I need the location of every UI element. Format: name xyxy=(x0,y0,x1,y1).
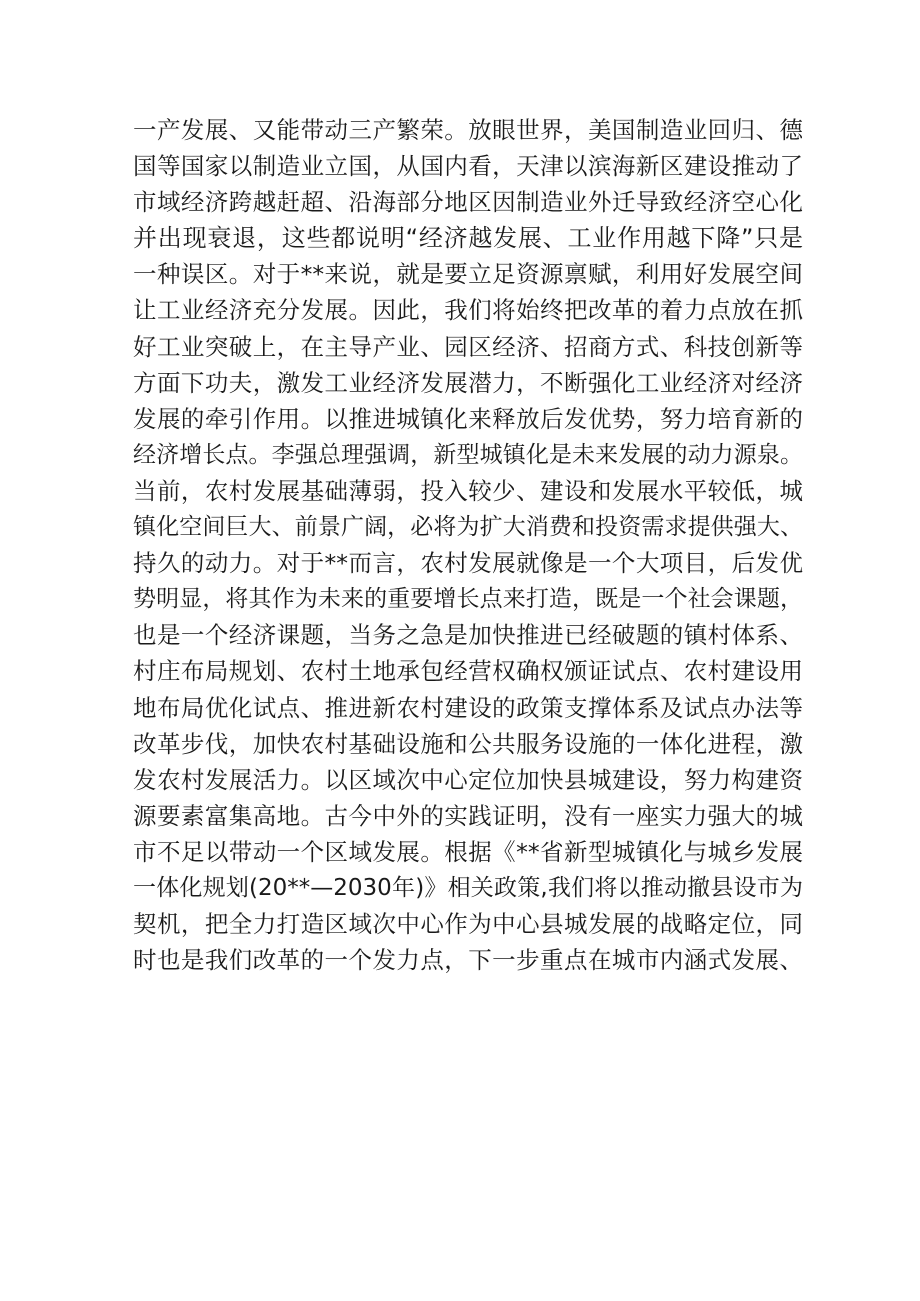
text-line: 发展的牵引作用。以推进城镇化来释放后发优势，努力培育新的 xyxy=(133,404,803,433)
text-line: 经济增长点。李强总理强调，新型城镇化是未来发展的动力源泉。 xyxy=(133,441,803,468)
text-line: 改革步伐，加快农村基础设施和公共服务设施的一体化进程，激 xyxy=(133,729,803,758)
text-line: 并出现衰退，这些都说明“经济越发展、工业作用越下降”只是 xyxy=(133,224,803,253)
text-line: 好工业突破上，在主导产业、园区经济、招商方式、科技创新等 xyxy=(133,332,803,361)
text-line: 时也是我们改革的一个发力点，下一步重点在城市内涵式发展、 xyxy=(133,946,803,975)
text-line: 市不足以带动一个区域发展。根据《**省新型城镇化与城乡发展 xyxy=(133,837,803,866)
text-line: 一体化规划(20**—2030年)》相关政策,我们将以推动撤县设市为 xyxy=(133,874,803,901)
text-line: 让工业经济充分发展。因此，我们将始终把改革的着力点放在抓 xyxy=(133,296,803,325)
text-line: 当前，农村发展基础薄弱，投入较少、建设和发展水平较低，城 xyxy=(133,476,803,505)
text-line: 一种误区。对于**来说，就是要立足资源禀赋，利用好发展空间 xyxy=(133,260,803,289)
text-line: 国等国家以制造业立国，从国内看，天津以滨海新区建设推动了 xyxy=(133,152,803,181)
text-line: 势明显，将其作为未来的重要增长点来打造，既是一个社会课题， xyxy=(133,586,803,613)
text-line: 地布局优化试点、推进新农村建设的政策支撑体系及试点办法等 xyxy=(133,693,803,722)
text-line: 契机，把全力打造区域次中心作为中心县城发展的战略定位，同 xyxy=(133,910,803,939)
text-line: 市域经济跨越赶超、沿海部分地区因制造业外迁导致经济空心化 xyxy=(133,188,803,217)
text-line: 发农村发展活力。以区域次中心定位加快县城建设，努力构建资 xyxy=(133,765,803,794)
text-line: 源要素富集高地。古今中外的实践证明，没有一座实力强大的城 xyxy=(133,801,803,830)
text-line: 也是一个经济课题，当务之急是加快推进已经破题的镇村体系、 xyxy=(133,621,803,650)
text-line: 一产发展、又能带动三产繁荣。放眼世界，美国制造业回归、德 xyxy=(133,116,803,144)
body-paragraph xyxy=(133,112,803,978)
text-line: 镇化空间巨大、前景广阔，必将为扩大消费和投资需求提供强大、 xyxy=(133,514,803,541)
text-line: 方面下功夫，激发工业经济发展潜力，不断强化工业经济对经济 xyxy=(133,368,803,397)
text-line: 村庄布局规划、农村土地承包经营权确权颁证试点、农村建设用 xyxy=(133,657,803,686)
text-line: 持久的动力。对于**而言，农村发展就像是一个大项目，后发优 xyxy=(133,549,803,578)
